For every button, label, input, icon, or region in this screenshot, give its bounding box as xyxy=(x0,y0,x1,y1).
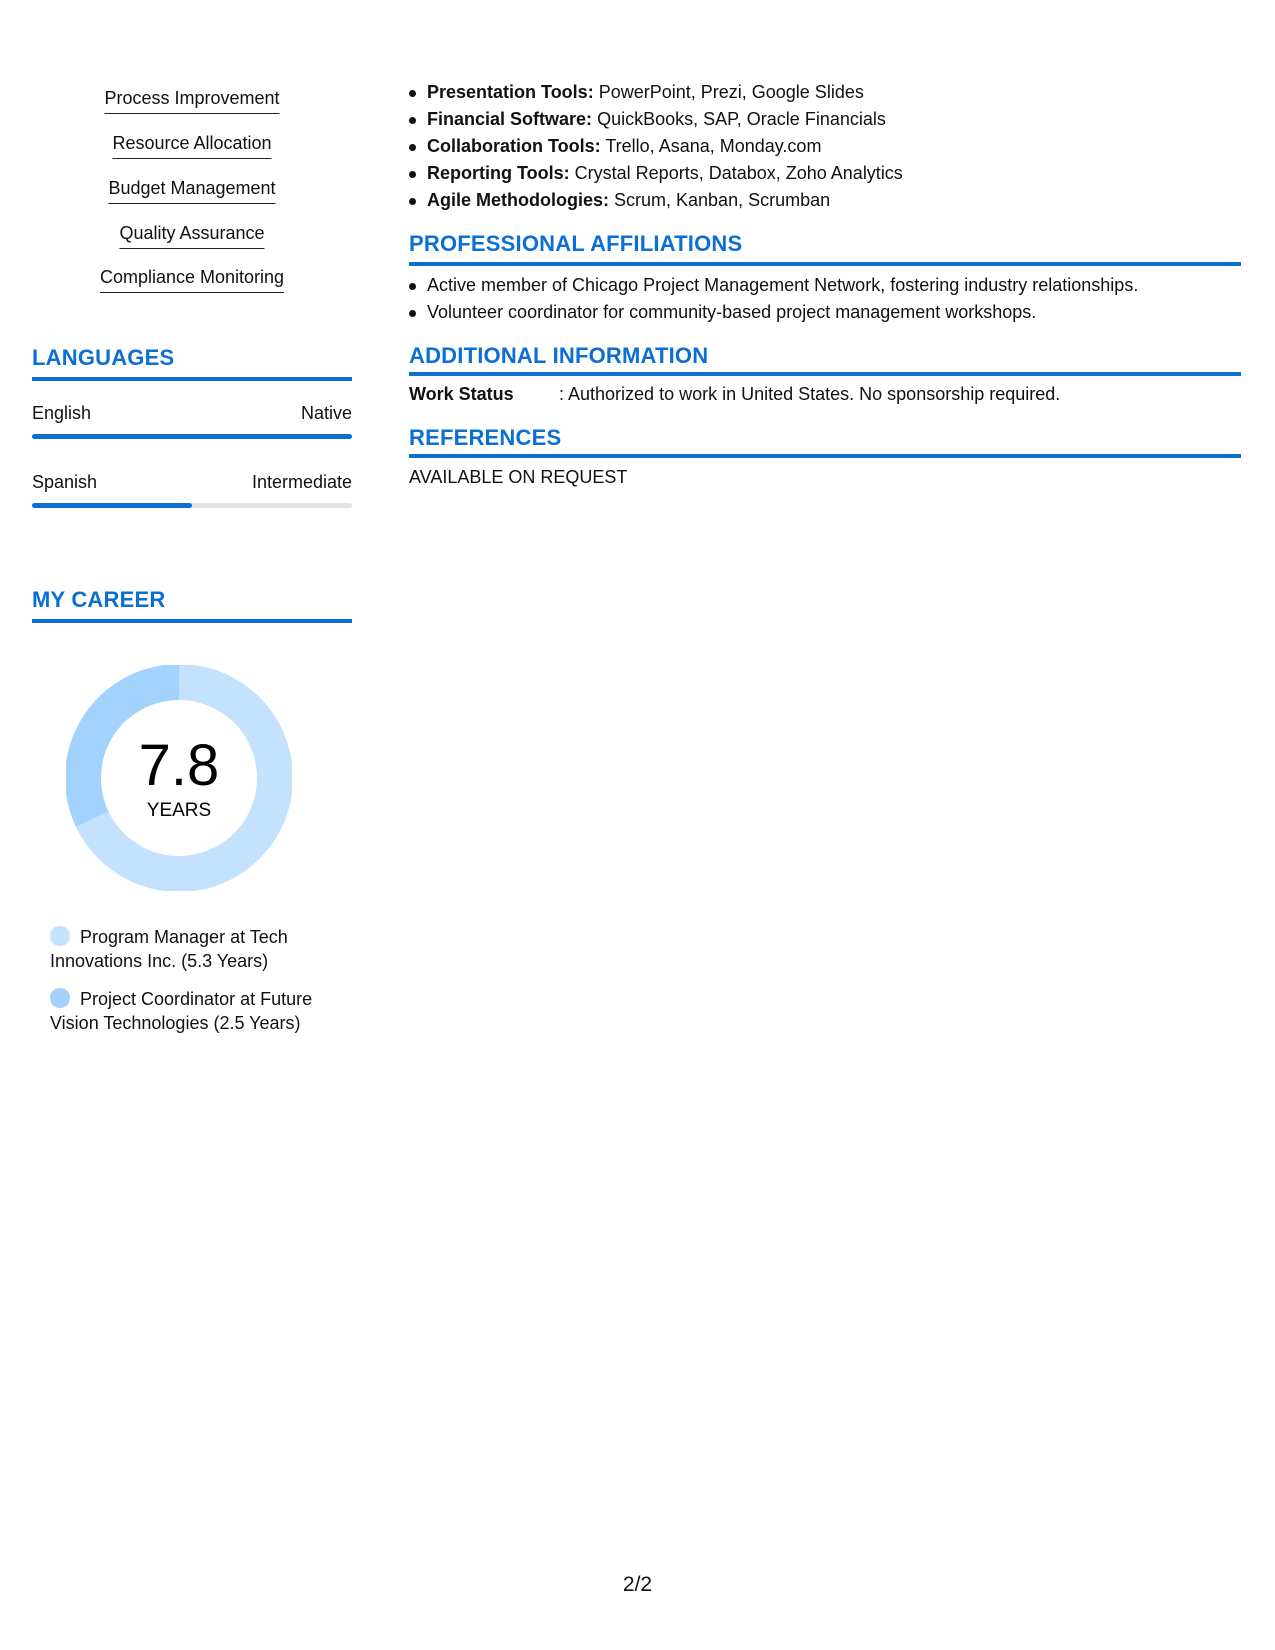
work-status-value: : Authorized to work in United States. No sponsorship required. xyxy=(559,384,1061,404)
section-rule xyxy=(409,372,1241,376)
career-total-unit: YEARS xyxy=(146,800,212,821)
section-rule xyxy=(32,377,352,381)
tool-values: Crystal Reports, Databox, Zoho Analytics xyxy=(574,163,903,183)
affiliations-heading: PROFESSIONAL AFFILIATIONS xyxy=(409,231,743,256)
career-donut-chart xyxy=(66,665,292,891)
skill-item: Compliance Monitoring xyxy=(100,267,284,293)
tool-values: PowerPoint, Prezi, Google Slides xyxy=(598,82,864,102)
legend-dot xyxy=(50,988,70,1008)
career-role-label: Project Coordinator at Future Vision Technologies (2.5 Years) xyxy=(50,989,313,1033)
skill-item: Process Improvement xyxy=(104,88,279,114)
language-name: English xyxy=(32,403,92,423)
language-proficiency-fill xyxy=(32,503,192,508)
tools-list-item xyxy=(409,160,1241,187)
tool-category: Reporting Tools: xyxy=(427,163,570,183)
tool-category: Collaboration Tools: xyxy=(427,136,601,156)
tool-category: Financial Software: xyxy=(427,109,593,129)
skill-item: Resource Allocation xyxy=(112,133,271,159)
tools-list xyxy=(409,79,1241,214)
language-proficiency-bar xyxy=(32,434,352,439)
affiliations-list xyxy=(409,272,1241,326)
tools-list-item xyxy=(409,187,1241,214)
career-role-label: Program Manager at Tech Innovations Inc. (5.3 Years) xyxy=(50,927,288,971)
career-total-years: 7.8 xyxy=(138,733,220,798)
legend-dot xyxy=(50,926,70,946)
affiliation-item: Volunteer coordinator for community-based project management workshops. xyxy=(409,299,1241,326)
page-number: 2/2 xyxy=(622,1573,653,1596)
section-rule xyxy=(409,454,1241,458)
career-legend-item xyxy=(50,925,350,973)
tools-list-item xyxy=(409,133,1241,160)
tool-category: Agile Methodologies: xyxy=(427,190,609,210)
tools-list-item xyxy=(409,106,1241,133)
work-status-label: Work Status xyxy=(409,384,514,404)
languages-heading: LANGUAGES xyxy=(32,345,175,370)
additional-info-heading: ADDITIONAL INFORMATION xyxy=(409,343,709,368)
language-level: Native xyxy=(300,403,352,423)
skill-item: Budget Management xyxy=(108,178,275,204)
donut-center xyxy=(66,665,292,891)
tool-values: Scrum, Kanban, Scrumban xyxy=(614,190,831,210)
career-legend-item xyxy=(50,987,350,1035)
language-level: Intermediate xyxy=(251,472,352,492)
tool-category: Presentation Tools: xyxy=(427,82,594,102)
language-proficiency-bar xyxy=(32,503,352,508)
references-text: AVAILABLE ON REQUEST xyxy=(409,467,628,487)
tools-list-item xyxy=(409,79,1241,106)
language-name: Spanish xyxy=(32,472,98,492)
references-heading: REFERENCES xyxy=(409,425,562,450)
career-heading: MY CAREER xyxy=(32,587,166,612)
section-rule xyxy=(32,619,352,623)
tool-values: Trello, Asana, Monday.com xyxy=(605,136,822,156)
section-rule xyxy=(409,262,1241,266)
affiliation-item: Active member of Chicago Project Management Network, fostering industry relationships. xyxy=(409,272,1241,299)
tool-values: QuickBooks, SAP, Oracle Financials xyxy=(597,109,886,129)
skill-item: Quality Assurance xyxy=(119,223,264,249)
language-proficiency-fill xyxy=(32,434,352,439)
